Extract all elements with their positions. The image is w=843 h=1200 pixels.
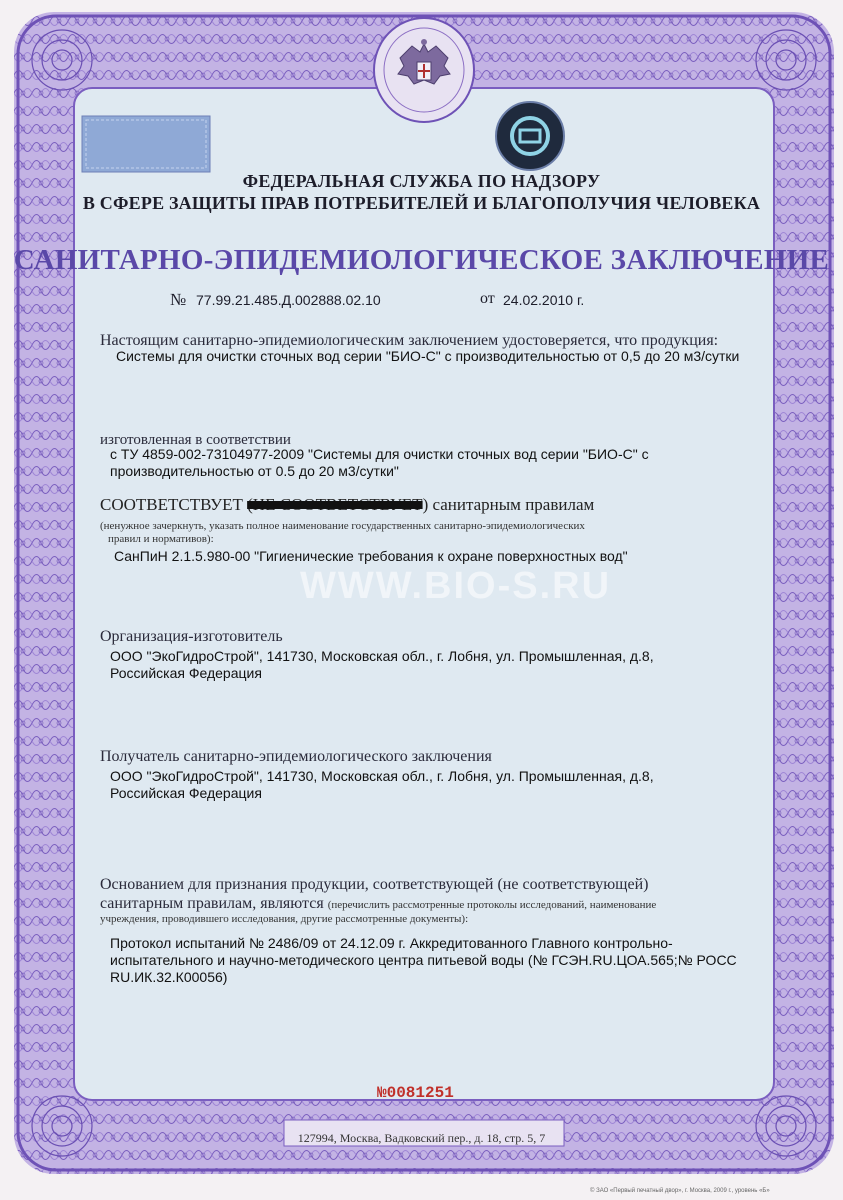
conformity-statement — [100, 495, 594, 515]
complies-text: СООТВЕТСТВУЕТ — [100, 495, 243, 514]
printer-imprint: © ЗАО «Первый печатный двор», г. Москва, 2009 г., уровень «Б» — [590, 1188, 770, 1194]
recipient-line1: ООО "ЭкоГидроСтрой", 141730, Московская обл., г. Лобня, ул. Промышленная, д.8, — [110, 768, 654, 784]
basis-main: санитарным правилам, являются — [100, 895, 324, 912]
manufacturer-line2: Российская Федерация — [110, 665, 262, 681]
conformity-note-line1: (ненужное зачеркнуть, указать полное наименование государственных санитарно-эпидемиологических — [100, 520, 585, 532]
spec-line2: производительностью от 0.5 до 20 м3/сутки" — [110, 463, 399, 479]
watermark-text: WWW.BIO-S.RU — [300, 565, 612, 607]
agency-name-line1: ФЕДЕРАЛЬНАЯ СЛУЖБА ПО НАДЗОРУ — [242, 171, 601, 191]
date-label: от — [480, 290, 495, 307]
manufactured-label: изготовленная в соответствии — [100, 432, 291, 448]
basis-doc-line1: Протокол испытаний № 2486/09 от 24.12.09 г. Аккредитованного Главного контрольно- — [110, 935, 673, 951]
struck-not-complies: (НЕ СООТВЕТСТВУЕТ — [247, 495, 423, 514]
conformity-note-line2: правил и нормативов): — [108, 533, 214, 545]
document-title: САНИТАРНО-ЭПИДЕМИОЛОГИЧЕСКОЕ ЗАКЛЮЧЕНИЕ — [13, 244, 830, 276]
manufacturer-line1: ООО "ЭкоГидроСтрой", 141730, Московская обл., г. Лобня, ул. Промышленная, д.8, — [110, 648, 654, 664]
form-serial-number: №0081251 — [377, 1084, 454, 1102]
basis-line1: Основанием для признания продукции, соответствующей (не соответствующей) — [100, 876, 649, 893]
manufacturer-label: Организация-изготовитель — [100, 628, 283, 645]
basis-note1: (перечислить рассмотренные протоколы исследований, наименование — [327, 899, 657, 911]
certificate-number: 77.99.21.485.Д.002888.02.10 — [196, 292, 381, 308]
agency-name-line2: В СФЕРЕ ЗАЩИТЫ ПРАВ ПОТРЕБИТЕЛЕЙ И БЛАГОПОЛУЧИЯ ЧЕЛОВЕКА — [82, 193, 761, 213]
basis-doc-line3: RU.ИК.32.К00056) — [110, 969, 228, 985]
sanitary-rules: СанПиН 2.1.5.980-00 "Гигиенические требования к охране поверхностных вод" — [114, 548, 628, 564]
basis-note2: учреждения, проводившего исследования, другие рассмотренные документы): — [100, 913, 469, 925]
recipient-line2: Российская Федерация — [110, 785, 262, 801]
coat-of-arms-emblem — [394, 36, 454, 106]
conformity-rest: ) санитарным правилам — [422, 495, 595, 514]
product-name: Системы для очистки сточных вод серии "БИО-С" с производительностью от 0,5 до 20 м3/сутки — [116, 348, 740, 364]
basis-doc-line2: испытательного и научно-методического центра питьевой воды (№ ГСЭН.RU.ЦОА.565;№ РОСС — [110, 952, 737, 968]
issuer-address: 127994, Москва, Вадковский пер., д. 18, стр. 5, 7 — [297, 1131, 546, 1145]
spec-line1: с ТУ 4859-002-73104977-2009 "Системы для очистки сточных вод серии "БИО-С" с — [110, 446, 649, 462]
certificate-date: 24.02.2010 г. — [503, 292, 585, 308]
number-sign: № — [170, 290, 187, 309]
product-intro: Настоящим санитарно-эпидемиологическим заключением удостоверяется, что продукция: — [100, 332, 719, 349]
basis-line2 — [100, 895, 656, 913]
recipient-label: Получатель санитарно-эпидемиологического заключения — [100, 748, 492, 765]
